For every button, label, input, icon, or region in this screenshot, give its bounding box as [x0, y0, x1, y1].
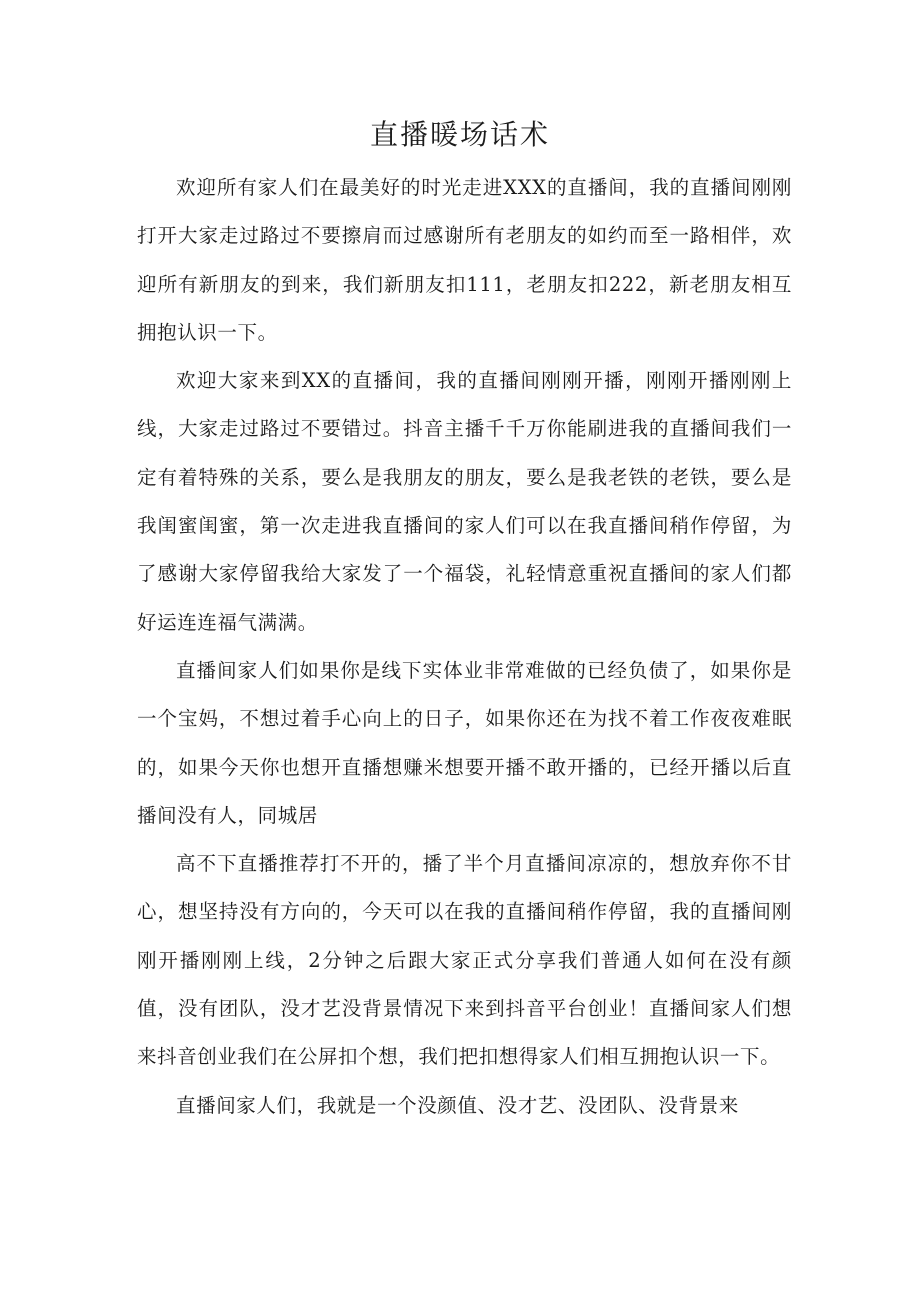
paragraph-3: 直播间家人们如果你是线下实体业非常难做的已经负债了，如果你是一个宝妈，不想过着手心向上的日子，如果你还在为找不着工作夜夜难眠的，如果今天你也想开直播想赚米想要开播不敢开播的，已经开播以后直播间没有人，同城居: [137, 658, 792, 827]
paragraph-2: 欢迎大家来到XX的直播间，我的直播间刚刚开播，刚刚开播刚刚上线，大家走过路过不要错过。抖音主播千千万你能刷进我的直播间我们一定有着特殊的关系，要么是我朋友的朋友，要么是我老铁的老铁，要么是我闺蜜闺蜜，第一次走进我直播间的家人们可以在我直播间稍作停留，为了感谢大家停留我给大家发了一个福袋，礼轻情意重祝直播间的家人们都好运连连福气满满。: [137, 369, 792, 634]
paragraph-1: 欢迎所有家人们在最美好的时光走进XXX的直播间，我的直播间刚刚打开大家走过路过不要擦肩而过感谢所有老朋友的如约而至一路相伴，欢迎所有新朋友的到来，我们新朋友扣111，老朋友扣222，新老朋友相互拥抱认识一下。: [137, 176, 792, 344]
document-title: 直播暖场话术: [369, 118, 550, 151]
paragraph-5: 直播间家人们，我就是一个没颜值、没才艺、没团队、没背景来: [176, 1093, 739, 1117]
paragraph-4: 高不下直播推荐打不开的，播了半个月直播间凉凉的，想放弃你不甘心，想坚持没有方向的，今天可以在我的直播间稍作停留，我的直播间刚刚开播刚刚上线，2分钟之后跟大家正式分享我们普通人如何在没有颜值，没有团队，没才艺没背景情况下来到抖音平台创业！直播间家人们想来抖音创业我们在公屏扣个想，我们把扣想得家人们相互拥抱认识一下。: [137, 852, 792, 1069]
document-body: [137, 164, 792, 1130]
